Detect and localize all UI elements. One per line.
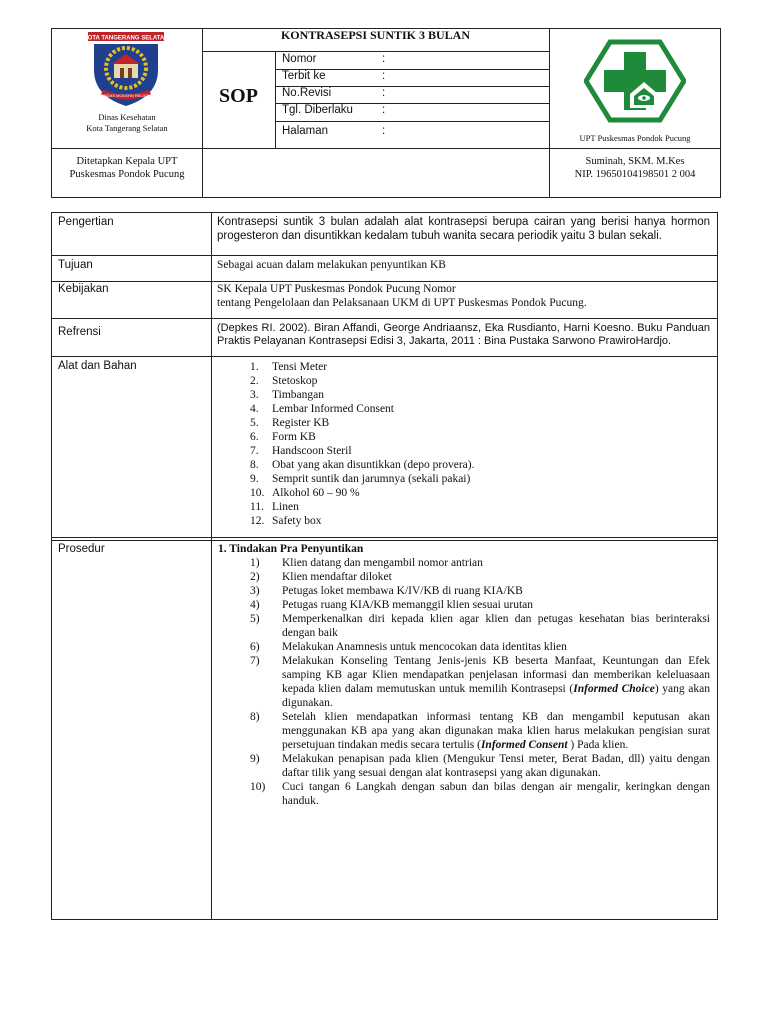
procedure-step-text (282, 710, 710, 752)
equipment-item-text: Linen (272, 501, 299, 513)
equipment-item-number: 9. (250, 473, 259, 485)
equipment-item-number: 2. (250, 375, 259, 387)
equipment-item (212, 514, 712, 528)
kebijakan-text (217, 282, 710, 310)
procedure-step-number: 1) (250, 557, 260, 569)
procedure-step-text: Melakukan Anamnesis untuk mencocokan data identitas klien (282, 641, 567, 653)
procedure-step (214, 710, 710, 752)
row-divider (51, 255, 718, 256)
prosedur-heading: 1. Tindakan Pra Penyuntikan (218, 543, 364, 555)
procedure-step-number: 4) (250, 599, 260, 611)
alat-list (212, 360, 712, 528)
procedure-step-text-part: Setelah klien mendapatkan informasi tentang KB dan mengambil keputusan akan menggunakan KB apa yang akan digunakan maka klien harus melakukan pengisian surat persetujuan tindakan medis secara tertulis ( (282, 711, 710, 751)
procedure-step-number: 3) (250, 585, 260, 597)
procedure-step-text (282, 654, 710, 710)
equipment-item (212, 388, 712, 402)
meta-row-revisi (282, 87, 331, 99)
header-title-underline (202, 51, 549, 52)
meta-label: No.Revisi (282, 87, 332, 99)
approval-left-line2: Puskesmas Pondok Pucung (69, 169, 185, 180)
procedure-step-text-part: ) Pada klien. (567, 739, 629, 751)
equipment-item (212, 416, 712, 430)
equipment-item (212, 486, 712, 500)
procedure-step-number: 5) (250, 613, 260, 625)
equipment-item (212, 374, 712, 388)
equipment-item-number: 6. (250, 431, 259, 443)
equipment-item (212, 444, 712, 458)
department-line-1: Dinas Kesehatan (98, 112, 156, 122)
city-emblem-icon (80, 30, 172, 110)
equipment-item (212, 500, 712, 514)
row-divider (51, 318, 718, 319)
label-kebijakan: Kebijakan (58, 283, 109, 295)
procedure-steps (214, 556, 710, 808)
procedure-step-number: 2) (250, 571, 260, 583)
meta-sep: : (382, 53, 386, 65)
procedure-step-text: Petugas ruang KIA/KB memanggil klien sesuai urutan (282, 599, 534, 611)
row-divider (51, 537, 718, 538)
row-divider (51, 540, 718, 541)
department-name (52, 112, 202, 134)
equipment-item-text: Stetoskop (272, 375, 318, 387)
meta-rule (275, 121, 549, 122)
label-prosedur: Prosedur (58, 543, 105, 555)
logo-banner-text: KOTA TANGERANG SELATAN (83, 35, 169, 42)
procedure-step-text: Petugas loket membawa K/IV/KB di ruang KIA/KB (282, 585, 523, 597)
equipment-item-number: 10. (250, 487, 265, 499)
procedure-step-number: 7) (250, 655, 260, 667)
logo-motto-text: CERDAS MODERN RELIGIUS (98, 93, 154, 98)
meta-label: Tgl. Diberlaku (282, 104, 353, 116)
procedure-step-text: Memperkenalkan diri kepada klien agar klien dan petugas kesehatan bias berinteraksi dengan baik (282, 613, 710, 639)
meta-label: Terbit ke (282, 70, 326, 82)
document-title: KONTRASEPSI SUNTIK 3 BULAN (280, 28, 471, 42)
equipment-item-text: Safety box (272, 515, 322, 527)
approval-divider-left (202, 148, 203, 198)
equipment-item-text: Semprit suntik dan jarumnya (sekali pakai) (272, 473, 471, 485)
equipment-item-text: Timbangan (272, 389, 324, 401)
kebijakan-line1: SK Kepala UPT Puskesmas Pondok Pucung Nomor (217, 283, 456, 295)
procedure-step-emphasis: Informed Consent (480, 739, 568, 751)
procedure-step (214, 654, 710, 710)
procedure-step (214, 640, 710, 654)
refrensi-text: (Depkes RI. 2002). Biran Affandi, George Andriaansz, Eka Rusdianto, Harni Koesno. Buku Panduan Praktis Pelayanan Kontrasepsi Edisi 3, Jakarta, 2011 : Bina Pustaka Sarwono PrawiroHardjo. (217, 322, 710, 347)
meta-label: Nomor (282, 53, 317, 65)
procedure-step (214, 556, 710, 570)
signatory-name: Suminah, SKM. M.Kes (585, 156, 685, 167)
meta-sep: : (382, 87, 386, 99)
procedure-step-text: Cuci tangan 6 Langkah dengan sabun dan bilas dengan air mengalir, keringkan dengan handuk. (282, 781, 710, 807)
procedure-step-emphasis: Informed Choice (573, 683, 655, 695)
tujuan-text: Sebagai acuan dalam melakukan penyuntikan KB (217, 259, 446, 271)
equipment-item-text: Tensi Meter (272, 361, 328, 373)
equipment-item-text: Register KB (272, 417, 330, 429)
procedure-step (214, 780, 710, 808)
equipment-item-number: 4. (250, 403, 259, 415)
header-divider-sop (275, 51, 276, 149)
approval-left (52, 155, 202, 181)
header-divider-right (549, 28, 550, 149)
procedure-step (214, 584, 710, 598)
meta-sep: : (382, 104, 386, 116)
pengertian-text: Kontrasepsi suntik 3 bulan adalah alat kontrasepsi berupa cairan yang berisi hanya hormon progesteron dan disuntikkan kedalam tubuh wanita secara periodik yaitu 3 bulan sekali. (217, 216, 710, 242)
label-tujuan: Tujuan (58, 259, 93, 271)
equipment-item-number: 11. (250, 501, 264, 513)
label-pengertian: Pengertian (58, 216, 114, 228)
puskesmas-cross-icon (584, 38, 686, 124)
meta-row-nomor (282, 53, 317, 65)
equipment-item-text: Lembar Informed Consent (272, 403, 394, 415)
city-logo (80, 30, 172, 110)
equipment-item-number: 1. (250, 361, 259, 373)
equipment-item (212, 360, 712, 374)
meta-row-terbit (282, 70, 325, 82)
equipment-item-number: 7. (250, 445, 259, 457)
approval-left-line1: Ditetapkan Kepala UPT (76, 156, 178, 167)
equipment-item-number: 12. (250, 515, 265, 527)
equipment-item-text: Form KB (272, 431, 316, 443)
procedure-step-number: 10) (250, 781, 266, 793)
equipment-item-number: 8. (250, 459, 259, 471)
signatory-nip: NIP. 19650104198501 2 004 (574, 169, 696, 180)
meta-row-tgl (282, 104, 353, 116)
meta-row-halaman (282, 125, 328, 137)
approval-signatory (550, 155, 720, 181)
meta-sep: : (382, 70, 386, 82)
puskesmas-logo (584, 38, 686, 124)
department-line-2: Kota Tangerang Selatan (86, 123, 168, 133)
equipment-list (212, 360, 712, 528)
puskesmas-caption: UPT Puskesmas Pondok Pucung (579, 133, 691, 143)
equipment-item (212, 430, 712, 444)
procedure-step-text-part: ) yang akan digunakan. (282, 683, 710, 709)
equipment-item-number: 3. (250, 389, 259, 401)
row-divider (51, 356, 718, 357)
procedure-step (214, 598, 710, 612)
procedure-step-text-part: Melakukan Konseling Tentang Jenis-jenis KB beserta Manfaat, Keuntungan dan Efek samping KB agar Klien mendapatkan penjelasan informasi dan memberikan keleluasaan kepada klien dalam memutuskan untuk memilih Kontrasepsi ( (282, 655, 710, 695)
equipment-item-text: Handscoon Steril (272, 445, 352, 457)
procedure-step-number: 8) (250, 711, 260, 723)
equipment-item-number: 5. (250, 417, 259, 429)
label-refrensi: Refrensi (58, 326, 101, 338)
kebijakan-line2: tentang Pengelolaan dan Pelaksanaan UKM di UPT Puskesmas Pondok Pucung. (217, 297, 587, 309)
meta-label: Halaman (282, 125, 329, 137)
sop-label: SOP (219, 85, 258, 107)
equipment-item-text: Obat yang akan disuntikkan (depo provera). (272, 459, 475, 471)
meta-sep: : (382, 125, 386, 137)
equipment-item-text: Alkohol 60 – 90 % (272, 487, 360, 499)
procedure-step-number: 6) (250, 641, 260, 653)
label-alat-dan-bahan: Alat dan Bahan (58, 360, 137, 372)
equipment-item (212, 458, 712, 472)
procedure-step-text: Klien datang dan mengambil nomor antrian (282, 557, 483, 569)
equipment-item (212, 472, 712, 486)
procedure-step (214, 570, 710, 584)
procedure-step-text: Melakukan penapisan pada klien (Mengukur Tensi meter, Berat Badan, dll) yaitu dengan daftar tilik yang sesuai dengan alat kontrasepsi yang akan digunakan. (282, 753, 710, 779)
procedure-step-number: 9) (250, 753, 260, 765)
procedure-step (214, 612, 710, 640)
equipment-item (212, 402, 712, 416)
procedure-step-text: Klien mendaftar diloket (282, 571, 392, 583)
procedure-step (214, 752, 710, 780)
